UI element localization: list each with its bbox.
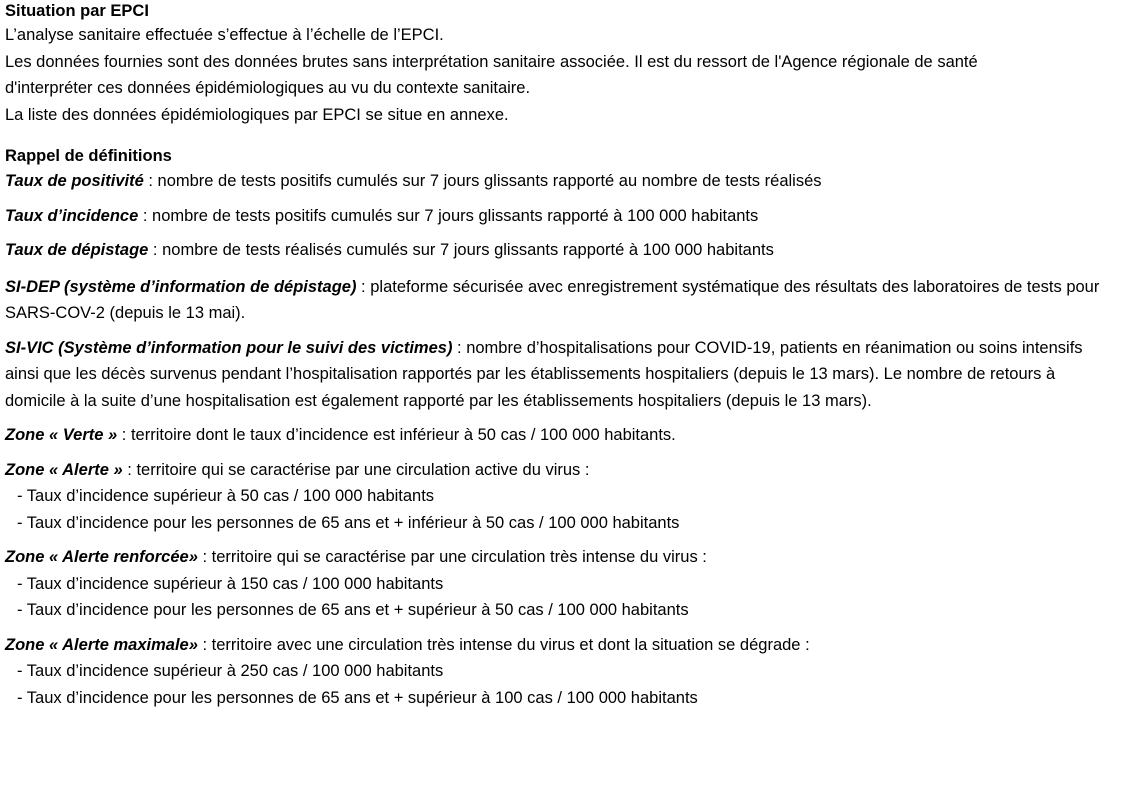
definition-term: SI-VIC (Système d’information pour le suivi des victimes) (5, 338, 453, 357)
zone-term: Zone « Verte » (5, 426, 118, 444)
zone-text: : territoire qui se caractérise par une circulation active du virus : (122, 460, 590, 479)
situation-line-2: Les données fournies sont des données brutes sans interprétation sanitaire associée. Il est du ressort de l'Agence régionale de santé (5, 52, 978, 71)
definition-term: Taux d’incidence (5, 206, 139, 225)
zone-alerte-maximale-item-1: - Taux d’incidence supérieur à 250 cas / 100 000 habitants (17, 662, 444, 680)
definition-text: : plateforme sécurisée avec enregistrement systématique des résultats des laboratoires de tests pour SARS-COV-2 (depuis le 13 mai). (5, 277, 1100, 322)
situation-title: Situation par EPCI (5, 2, 149, 20)
definition-taux-positivite (5, 168, 1114, 195)
zone-text: : territoire avec une circulation très intense du virus et dont la situation se dégrade : (197, 635, 810, 654)
definition-text: : nombre de tests réalisés cumulés sur 7 jours glissants rapporté à 100 000 habitants (148, 241, 774, 259)
zone-alerte-maximale-item-2: - Taux d’incidence pour les personnes de 65 ans et + supérieur à 100 cas / 100 000 habitants (17, 688, 698, 707)
situation-line-3: d'interpréter ces données épidémiologiques au vu du contexte sanitaire. (5, 79, 531, 97)
definition-si-dep (5, 274, 1114, 327)
definition-text: : nombre d’hospitalisations pour COVID-19, patients en réanimation ou soins intensifs ainsi que les décès survenus pendant l’hospitalisation rapportés par les établissements hospitaliers (depuis le 13 mars). Le nombre de retours à domicile à la suite d’une hospitalisation est également rapporté par les établissements hospitaliers (depuis le 13 mars). (5, 338, 1083, 410)
zone-alerte-item-2: - Taux d’incidence pour les personnes de 65 ans et + inférieur à 50 cas / 100 000 habitants (17, 513, 680, 532)
definition-taux-incidence (5, 203, 1114, 230)
definition-text: : nombre de tests positifs cumulés sur 7 jours glissants rapporté à 100 000 habitants (138, 206, 759, 225)
definition-term: Taux de dépistage (5, 241, 149, 259)
zone-term: Zone « Alerte renforcée» (5, 548, 198, 566)
zone-alerte-renforcee-item-2: - Taux d’incidence pour les personnes de 65 ans et + supérieur à 50 cas / 100 000 habitants (17, 601, 689, 619)
zone-verte (5, 422, 1114, 449)
zone-alerte (5, 457, 1114, 484)
situation-line-4: La liste des données épidémiologiques par EPCI se situe en annexe. (5, 105, 509, 124)
definition-term: Taux de positivité (5, 172, 144, 190)
zone-alerte-maximale (5, 632, 1114, 659)
zone-term: Zone « Alerte maximale» (5, 635, 198, 654)
zone-text: : territoire qui se caractérise par une circulation très intense du virus : (197, 548, 707, 566)
rappel-title: Rappel de définitions (5, 147, 172, 165)
definition-taux-depistage (5, 237, 1114, 264)
zone-term: Zone « Alerte » (5, 460, 123, 479)
situation-line-1: L’analyse sanitaire effectuée s’effectue à l’échelle de l’EPCI. (5, 26, 444, 44)
definition-term: SI-DEP (système d’information de dépistage) (5, 277, 357, 296)
definition-si-vic (5, 335, 1114, 415)
definition-text: : nombre de tests positifs cumulés sur 7 jours glissants rapporté au nombre de tests réalisés (143, 172, 822, 190)
zone-alerte-renforcee (5, 544, 1114, 571)
zone-text: : territoire dont le taux d’incidence est inférieur à 50 cas / 100 000 habitants. (117, 426, 676, 444)
zone-alerte-renforcee-item-1: - Taux d’incidence supérieur à 150 cas / 100 000 habitants (17, 574, 444, 593)
zone-alerte-item-1: - Taux d’incidence supérieur à 50 cas / 100 000 habitants (17, 487, 435, 505)
